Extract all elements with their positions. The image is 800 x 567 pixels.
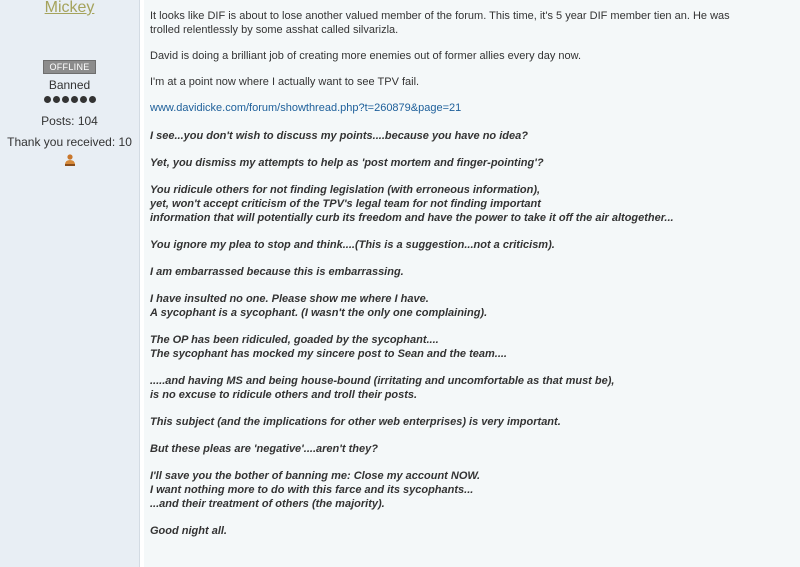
post-count: Posts: 104 — [41, 114, 98, 128]
reputation-dot — [89, 96, 96, 103]
user-sidebar — [0, 0, 139, 567]
post-paragraph — [150, 265, 800, 279]
post-paragraph — [150, 442, 800, 456]
post-paragraph — [150, 415, 800, 429]
reputation-dot — [53, 96, 60, 103]
post-line: information that will potentially curb its freedom and have the power to take it off the air altogether... — [150, 212, 674, 224]
post-line: David is doing a brilliant job of creating more enemies out of former allies every day now. — [150, 50, 582, 62]
post-line: You ignore my plea to stop and think....(This is a suggestion...not a criticism). — [150, 239, 555, 251]
post-paragraph — [150, 469, 800, 511]
thanks-count: Thank you received: 10 — [7, 135, 132, 149]
post-line: .....and having MS and being house-bound (irritating and uncomfortable as that must be), — [150, 375, 615, 387]
reputation-dot — [62, 96, 69, 103]
reputation-dot — [44, 96, 51, 103]
post-line: The sycophant has mocked my sincere post to Sean and the team.... — [150, 348, 507, 360]
post-line: I want nothing more to do with this farce and its sycophants... — [150, 484, 474, 496]
post-paragraph — [150, 238, 800, 252]
post-line: But these pleas are 'negative'....aren't they? — [150, 443, 378, 455]
post-line: Yet, you dismiss my attempts to help as 'post mortem and finger-pointing'? — [150, 157, 544, 169]
post-line: I'm at a point now where I actually want to see TPV fail. — [150, 76, 420, 88]
username-link[interactable]: Mickey — [44, 0, 95, 16]
post-line: Good night all. — [150, 525, 227, 537]
reputation-dot — [80, 96, 87, 103]
post-paragraph — [150, 183, 800, 225]
post-line: is no excuse to ridicule others and troll their posts. — [150, 389, 418, 401]
post-line: trolled relentlessly by some asshat called silvarizla. — [150, 24, 399, 36]
thread-link[interactable]: www.davidicke.com/forum/showthread.php?t=260879&page=21 — [150, 102, 462, 114]
status-badge: OFFLINE — [43, 60, 95, 74]
post-line: I am embarrassed because this is embarrassing. — [150, 266, 404, 278]
post-paragraph — [150, 156, 800, 170]
post-line: A sycophant is a sycophant. (I wasn't the only one complaining). — [150, 307, 488, 319]
user-rank: Banned — [48, 78, 91, 92]
post-line: I see...you don't wish to discuss my points....because you have no idea? — [150, 130, 528, 142]
post-paragraph — [150, 129, 800, 143]
post-paragraph — [150, 9, 800, 37]
post-body — [144, 0, 800, 567]
post-paragraph — [150, 292, 800, 320]
post-line: This subject (and the implications for other web enterprises) is very important. — [150, 416, 561, 428]
post-paragraph — [150, 49, 800, 63]
post-line: The OP has been ridiculed, goaded by the sycophant.... — [150, 334, 439, 346]
post-paragraph — [150, 75, 800, 89]
post-line: It looks like DIF is about to lose another valued member of the forum. This time, it's 5 year DIF member tien an. He was — [150, 10, 730, 22]
post-line: ...and their treatment of others (the majority). — [150, 498, 385, 510]
reputation-dot — [71, 96, 78, 103]
post-line: I have insulted no one. Please show me where I have. — [150, 293, 429, 305]
post-paragraph — [150, 333, 800, 361]
reputation-dots — [0, 96, 139, 106]
post-line: You ridicule others for not finding legislation (with erroneous information), — [150, 184, 541, 196]
post-line: I'll save you the bother of banning me: Close my account NOW. — [150, 470, 481, 482]
post-paragraph — [150, 524, 800, 538]
user-badge-icon[interactable] — [0, 153, 139, 167]
post-line: yet, won't accept criticism of the TPV's legal team for not finding important — [150, 198, 541, 210]
post-paragraph — [150, 374, 800, 402]
